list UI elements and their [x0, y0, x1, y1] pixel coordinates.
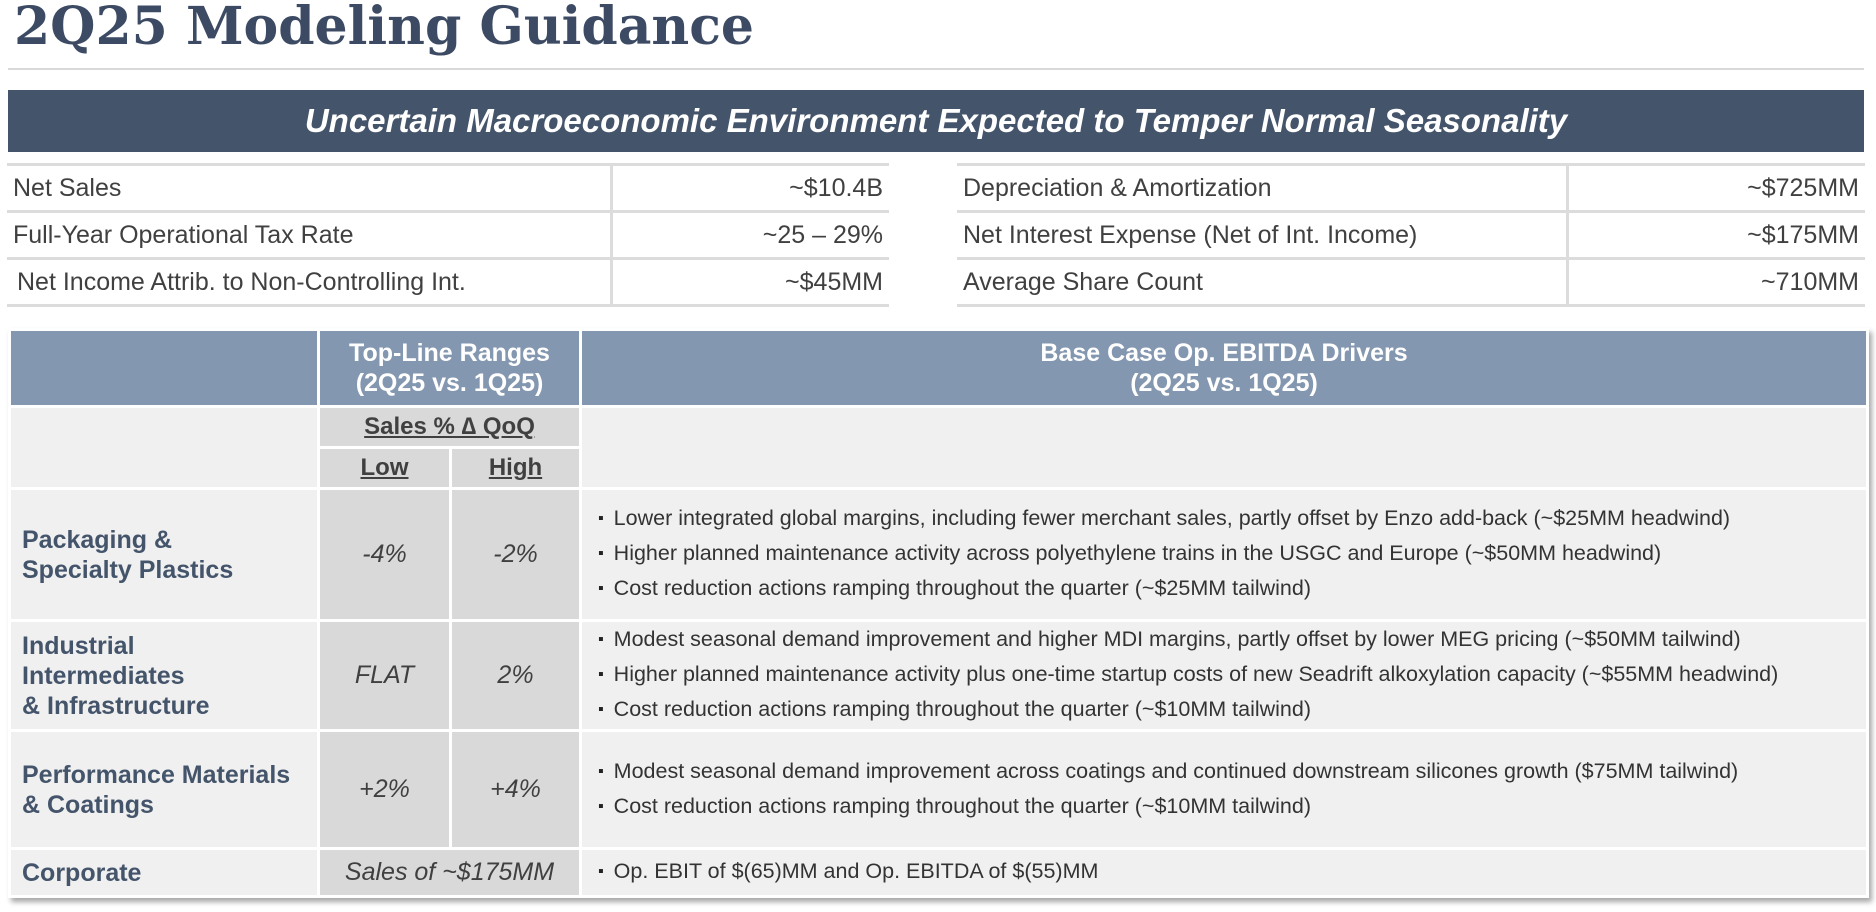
header-subtext: (2Q25 vs. 1Q25)	[355, 369, 544, 397]
metric-label: Full-Year Operational Tax Rate	[7, 212, 611, 259]
metric-value: ~$45MM	[611, 259, 889, 306]
page-title: 2Q25 Modeling Guidance	[14, 0, 754, 57]
table-row	[10, 621, 1868, 731]
header-subtext: (2Q25 vs. 1Q25)	[1130, 369, 1318, 397]
range-high: +4%	[451, 731, 581, 849]
segment-header-cell	[10, 330, 319, 407]
metric-value: ~$175MM	[1567, 212, 1865, 259]
metric-label: Average Share Count	[957, 259, 1567, 306]
segment-name: Corporate	[10, 849, 319, 897]
blank-cell	[581, 407, 1868, 489]
range-low: +2%	[319, 731, 451, 849]
driver-bullet: ▪ Cost reduction actions ramping throughout the quarter (~$10MM tailwind)	[598, 693, 1866, 728]
title-divider	[8, 68, 1864, 70]
metric-row	[7, 259, 889, 306]
right-metrics-table	[957, 163, 1865, 307]
segment-name-line: Specialty Plastics	[22, 555, 234, 584]
header-text: Top-Line Ranges	[349, 339, 550, 367]
metric-label: Net Sales	[7, 165, 611, 212]
range-low: -4%	[319, 489, 451, 621]
driver-bullet: ▪ Modest seasonal demand improvement across coatings and continued downstream silicones growth ($75MM tailwind)	[598, 755, 1866, 790]
metric-label: Net Income Attrib. to Non-Controlling Int.	[7, 259, 611, 306]
metric-row	[7, 212, 889, 259]
metric-row	[957, 165, 1865, 212]
header-text: Base Case Op. EBITDA Drivers	[1040, 339, 1408, 367]
subheader-row	[10, 407, 1868, 448]
drivers-list	[598, 755, 1866, 825]
driver-bullet: ▪ Modest seasonal demand improvement and higher MDI margins, partly offset by lower MEG pricing (~$50MM tailwind)	[598, 623, 1866, 658]
range-value: Sales of ~$175MM	[319, 849, 581, 897]
headline-banner: Uncertain Macroeconomic Environment Expected to Temper Normal Seasonality	[8, 90, 1864, 152]
sales-change-label: Sales % ∆ QoQ	[319, 407, 581, 448]
metric-value: ~$725MM	[1567, 165, 1865, 212]
range-low: FLAT	[319, 621, 451, 731]
segment-name-line: Industrial	[22, 631, 135, 660]
ebitda-drivers-header	[581, 330, 1868, 407]
segment-name-line: Performance Materials	[22, 760, 291, 789]
driver-bullet: ▪ Op. EBIT of $(65)MM and Op. EBITDA of $(55)MM	[598, 855, 1866, 890]
table-row	[10, 849, 1868, 897]
drivers-list	[598, 855, 1866, 890]
driver-bullet: ▪ Cost reduction actions ramping throughout the quarter (~$10MM tailwind)	[598, 790, 1866, 825]
range-high: -2%	[451, 489, 581, 621]
segment-name-line: & Infrastructure	[22, 691, 210, 720]
metric-row	[957, 259, 1865, 306]
drivers-cell	[581, 849, 1868, 897]
blank-cell	[10, 407, 319, 489]
metric-label: Net Interest Expense (Net of Int. Income)	[957, 212, 1567, 259]
table-row	[10, 731, 1868, 849]
header-row	[10, 330, 1868, 407]
top-line-ranges-header	[319, 330, 581, 407]
drivers-cell	[581, 621, 1868, 731]
metric-label: Depreciation & Amortization	[957, 165, 1567, 212]
drivers-cell	[581, 731, 1868, 849]
segment-guidance-table	[8, 328, 1869, 898]
segment-name	[10, 621, 319, 731]
drivers-list	[598, 502, 1866, 607]
drivers-cell	[581, 489, 1868, 621]
drivers-list	[598, 623, 1866, 728]
metric-value: ~25 – 29%	[611, 212, 889, 259]
segment-name	[10, 731, 319, 849]
driver-bullet: ▪ Lower integrated global margins, including fewer merchant sales, partly offset by Enzo add-back (~$25MM headwind)	[598, 502, 1866, 537]
range-high: 2%	[451, 621, 581, 731]
segment-name-line: Intermediates	[22, 661, 185, 690]
metric-row	[957, 212, 1865, 259]
driver-bullet: ▪ Higher planned maintenance activity plus one-time startup costs of new Seadrift alkoxylation capacity (~$55MM headwind)	[598, 658, 1866, 693]
segment-name-line: Packaging &	[22, 525, 173, 554]
table-row	[10, 489, 1868, 621]
metric-row	[7, 165, 889, 212]
metric-value: ~710MM	[1567, 259, 1865, 306]
segment-name-line: & Coatings	[22, 790, 154, 819]
high-label: High	[451, 448, 581, 489]
left-metrics-table	[7, 163, 889, 307]
metric-value: ~$10.4B	[611, 165, 889, 212]
segment-name	[10, 489, 319, 621]
driver-bullet: ▪ Higher planned maintenance activity across polyethylene trains in the USGC and Europe (~$50MM headwind)	[598, 537, 1866, 572]
driver-bullet: ▪ Cost reduction actions ramping throughout the quarter (~$25MM tailwind)	[598, 572, 1866, 607]
low-label: Low	[319, 448, 451, 489]
